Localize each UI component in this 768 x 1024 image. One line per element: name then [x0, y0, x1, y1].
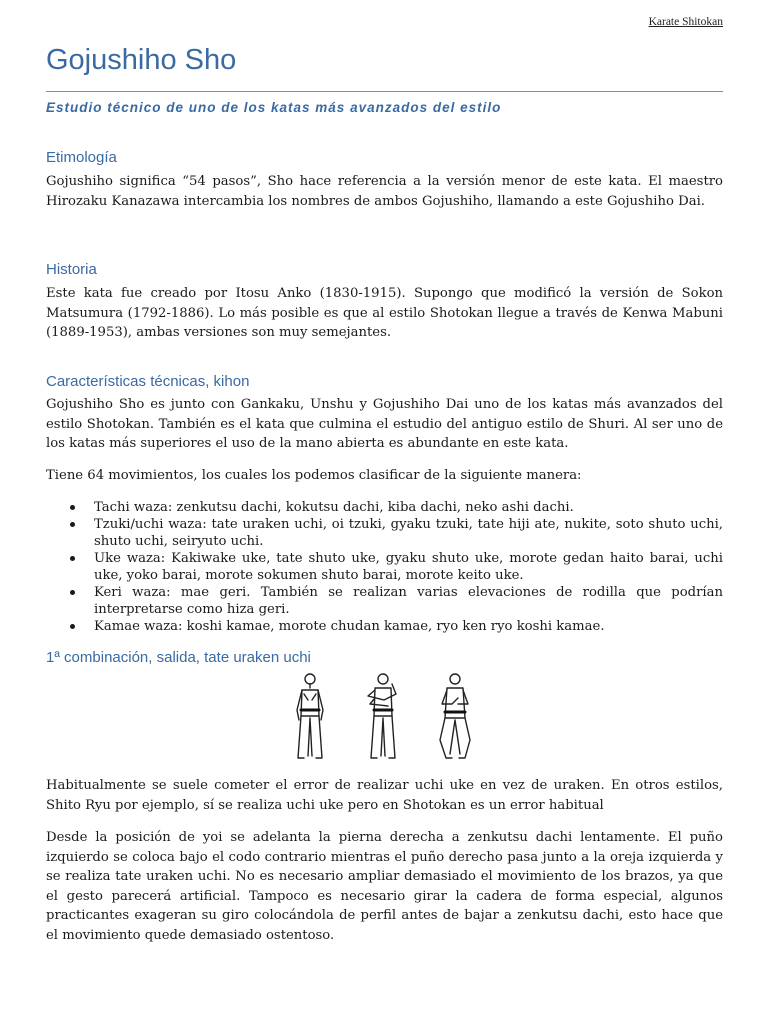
- karateka-figure-2: [368, 674, 396, 758]
- list-item: Keri waza: mae geri. También se realizan varias elevaciones de rodilla que podrían interpretarse como hiza geri.: [46, 584, 723, 618]
- technique-list: [46, 499, 723, 635]
- paragraph-combinacion-descripcion: Desde la posición de yoi se adelanta la pierna derecha a zenkutsu dachi lentamente. El puño izquierdo se coloca bajo el codo contrario mientras el puño derecho pasa junto a la oreja izquierda y se realiza tate uraken uchi. No es necesario ampliar demasiado el movimiento de los brazos, ya que el gesto parecerá artificial. Tampoco es necesario girar la cadera de forma especial, algunos practicantes exageran su giro colocándola de perfil antes de bajar a zenkutsu dachi, esto hace que el movimiento quede demasiado ostentoso.: [46, 830, 723, 943]
- section-heading-etimologia: Etimología: [46, 149, 117, 166]
- paragraph-historia: Este kata fue creado por Itosu Anko (1830-1915). Supongo que modificó la versión de Sokon Matsumura (1792-1886). Lo más posible es que al estilo Shotokan llegue a través de Kenwa Mabuni (1889-1953), ambas versiones son muy semejantes.: [46, 286, 723, 340]
- paragraph-caracteristicas-count: Tiene 64 movimientos, los cuales los podemos clasificar de la siguiente manera:: [46, 468, 582, 483]
- list-item: Tachi waza: zenkutsu dachi, kokutsu dachi, kiba dachi, neko ashi dachi.: [46, 499, 723, 516]
- karateka-figure-1: [297, 674, 323, 758]
- section-heading-caracteristicas: Características técnicas, kihon: [46, 373, 250, 390]
- paragraph-combinacion-error: Habitualmente se suele cometer el error de realizar uchi uke en vez de uraken. En otros estilos, Shito Ryu por ejemplo, sí se realiza uchi uke pero en Shotokan es un error habitual: [46, 778, 723, 813]
- paragraph-etimologia: Gojushiho significa “54 pasos”, Sho hace referencia a la versión menor de este kata. El maestro Hirozaku Kanazawa intercambia los nombres de ambos Gojushiho, llamando a este Gojushiho Dai.: [46, 174, 723, 209]
- list-item: Uke waza: Kakiwake uke, tate shuto uke, gyaku shuto uke, morote gedan haito barai, uchi uke, yoko barai, morote sokumen shuto barai, morote keito uke.: [46, 550, 723, 584]
- list-item: Kamae waza: koshi kamae, morote chudan kamae, ryo ken ryo koshi kamae.: [46, 618, 723, 635]
- page-subtitle: Estudio técnico de uno de los katas más avanzados del estilo: [46, 100, 502, 115]
- paragraph-caracteristicas-intro: Gojushiho Sho es junto con Gankaku, Unshu y Gojushiho Dai uno de los katas más avanzados del estilo Shotokan. También es el kata que culmina el estudio del antiguo estilo de Shuri. Al ser uno de los katas más superiores el uso de la mano abierta es abundante en este kata.: [46, 397, 723, 451]
- karateka-figure-3: [440, 674, 470, 758]
- section-heading-combinacion: 1ª combinación, salida, tate uraken uchi: [46, 649, 311, 666]
- page-title: Gojushiho Sho: [46, 44, 237, 76]
- running-header: Karate Shitokan: [648, 16, 723, 28]
- kata-figures-illustration: [288, 670, 478, 764]
- list-item: Tzuki/uchi waza: tate uraken uchi, oi tzuki, gyaku tzuki, tate hiji ate, nukite, soto shuto uchi, shuto uchi, seiryuto uchi.: [46, 516, 723, 550]
- title-divider: [46, 91, 723, 92]
- section-heading-historia: Historia: [46, 261, 97, 278]
